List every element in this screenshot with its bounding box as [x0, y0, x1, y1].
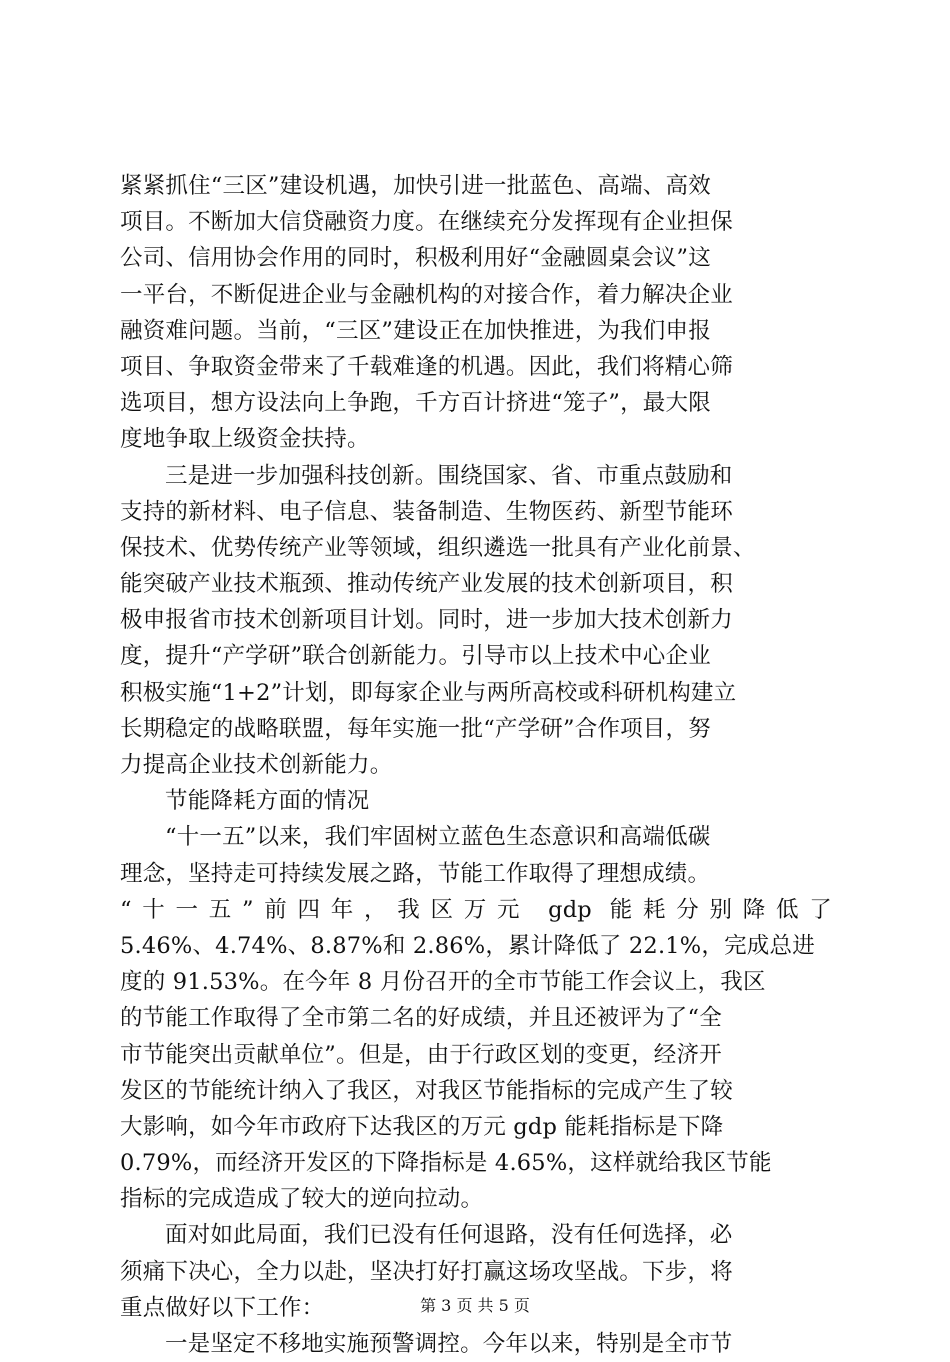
page-footer: 第 3 页 共 5 页 — [420, 1296, 530, 1315]
text-line: 的节能工作取得了全市第二名的好成绩，并且还被评为了“全 — [120, 1005, 722, 1032]
text-line: 长期稳定的战略联盟，每年实施一批“产学研”合作项目，努 — [120, 715, 711, 742]
text-line: 积极实施“1+2”计划，即每家企业与两所高校或科研机构建立 — [120, 679, 737, 706]
text-line: 5.46%、4.74%、8.87%和 2.86%，累计降低了 22.1%，完成总进 — [120, 932, 815, 959]
text-line: 公司、信用协会作用的同时，积极利用好“金融圆桌会议”这 — [120, 245, 711, 272]
text-line: “十一五”前四年，我区万元 gdp 能耗分别降低了 — [120, 896, 832, 923]
paragraph-start-line: 面对如此局面，我们已没有任何退路，没有任何选择，必 — [165, 1222, 733, 1249]
text-line: 一平台，不断促进企业与金融机构的对接合作，着力解决企业 — [120, 281, 733, 308]
text-line: 0.79%，而经济开发区的下降指标是 4.65%，这样就给我区节能 — [120, 1150, 772, 1177]
paragraph-start-line: 一是坚定不移地实施预警调控。今年以来，特别是全市节 — [165, 1331, 733, 1357]
text-line: 项目、争取资金带来了千载难逢的机遇。因此，我们将精心筛 — [120, 353, 733, 380]
text-line: 紧紧抓住“三区”建设机遇，加快引进一批蓝色、高端、高效 — [120, 173, 711, 199]
text-line: 重点做好以下工作： — [120, 1294, 325, 1321]
text-line: 度地争取上级资金扶持。 — [120, 426, 370, 453]
text-line: 保技术、优势传统产业等领域，组织遴选一批具有产业化前景、 — [120, 534, 756, 561]
text-line: 极申报省市技术创新项目计划。同时，进一步加大技术创新力 — [120, 607, 733, 634]
text-line: 能突破产业技术瓶颈、推动传统产业发展的技术创新项目，积 — [120, 571, 733, 598]
text-line: 发区的节能统计纳入了我区，对我区节能指标的完成产生了较 — [120, 1077, 733, 1104]
text-line: 指标的完成造成了较大的逆向拉动。 — [120, 1186, 484, 1213]
text-line: 理念，坚持走可持续发展之路，节能工作取得了理想成绩。 — [120, 860, 711, 887]
text-line: 选项目，想方设法向上争跑，千方百计挤进“笼子”，最大限 — [120, 390, 711, 417]
text-line: 度，提升“产学研”联合创新能力。引导市以上技术中心企业 — [120, 643, 711, 670]
text-line: 须痛下决心，全力以赴，坚决打好打赢这场攻坚战。下步，将 — [120, 1258, 733, 1285]
text-line: 融资难问题。当前，“三区”建设正在加快推进，为我们申报 — [120, 317, 711, 344]
text-line: 支持的新材料、电子信息、装备制造、生物医药、新型节能环 — [120, 498, 733, 525]
text-line: 力提高企业技术创新能力。 — [120, 752, 393, 778]
text-line: 度的 91.53%。在今年 8 月份召开的全市节能工作会议上，我区 — [120, 969, 766, 996]
text-line: 项目。不断加大信贷融资力度。在继续充分发挥现有企业担保 — [120, 209, 733, 236]
section-heading: 节能降耗方面的情况 — [165, 788, 370, 815]
document-body — [120, 168, 832, 1362]
paragraph-start-line: “十一五”以来，我们牢固树立蓝色生态意识和高端低碳 — [165, 824, 711, 851]
paragraph-start-line: 三是进一步加强科技创新。围绕国家、省、市重点鼓励和 — [165, 462, 733, 489]
text-line: 大影响，如今年市政府下达我区的万元 gdp 能耗指标是下降 — [120, 1113, 724, 1140]
text-line: 市节能突出贡献单位”。但是，由于行政区划的变更，经济开 — [120, 1041, 722, 1068]
